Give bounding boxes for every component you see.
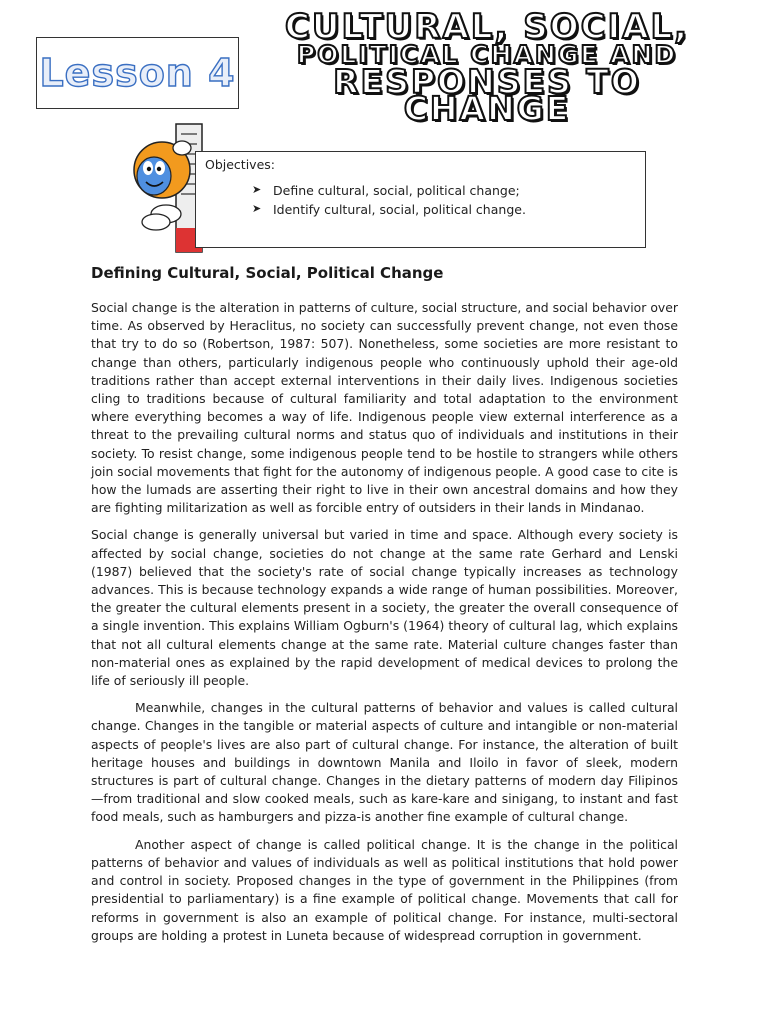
lesson-label: Lesson 4	[39, 51, 236, 95]
title-line-3: RESPONSES TO CHANGE	[333, 62, 641, 128]
objectives-heading: Objectives:	[205, 157, 275, 172]
objective-text: Identify cultural, social, political change.	[273, 202, 526, 217]
objective-item	[252, 183, 636, 198]
paragraph: Social change is the alteration in patterns of culture, social structure, and social behavior over time. As observed by Heraclitus, no society can successfully prevent change, not even those that try to do so (Robertson, 1987: 507). Nonetheless, some societies are more resistant to change than others, particularly indigenous people who continuously uphold their age-old traditions rather than accept external interventions in their daily lives. Indigenous societies cling to traditions because of cultural familiarity and total adaptation to the environment where everything becomes a way of life. Indigenous people view external interference as a threat to the prevailing cultural norms and status quo of individuals and institutions in their society. To resist change, some indigenous people tend to be hostile to strangers while others join social movements that fight for the autonomy of indigenous people. A good case to cite is how the lumads are asserting their right to live in their own ancestral domains and how they are fighting militarization as well as forcible entry of outsiders in their lands in Mindanao.	[91, 300, 678, 516]
arrow-bullet-icon: ➤	[252, 183, 262, 196]
title-line-1: CULTURAL, SOCIAL,	[284, 7, 690, 47]
objectives-box	[195, 151, 646, 248]
objectives-list	[205, 183, 636, 217]
paragraph: Meanwhile, changes in the cultural patterns of behavior and values is called cultural change. Changes in the tangible or material aspects of culture and intangible or non-material aspects of people's lives are also part of cultural change. For instance, the alteration of built heritage houses and buildings in downtown Manila and Iloilo in favor of sleek, modern structures is part of cultural change. Changes in the dietary patterns of modern day Filipinos—from traditional and slow cooked meals, such as kare-kare and sinigang, to instant and fast food meals, such as hamburgers and pizza-is another fine example of cultural change.	[91, 700, 678, 825]
objective-text: Define cultural, social, political change;	[273, 183, 520, 198]
body-text	[91, 299, 678, 954]
lesson-label-box	[36, 37, 239, 109]
arrow-bullet-icon: ➤	[252, 202, 262, 215]
paragraph: Social change is generally universal but varied in time and space. Although every society is affected by social change, societies do not change at the same rate Gerhard and Lenski (1987) believed that the society's rate of social change typically increases as technology advances. This is because technology expands a wide range of human possibilities. Moreover, the greater the cultural elements present in a society, the greater the overall consequence of a single invention. This explains William Ogburn's (1964) theory of cultural lag, which explains that not all cultural elements change at the same rate. Material culture changes faster than non-material ones as explained by the rapid development of medical devices to prolong the life of seriously ill people.	[91, 527, 678, 689]
page-title	[252, 7, 722, 128]
section-heading: Defining Cultural, Social, Political Change	[91, 264, 444, 282]
paragraph: Another aspect of change is called political change. It is the change in the political patterns of behavior and values of individuals as well as political institutions that hold power and control in society. Proposed changes in the type of government in the Philippines (from presidential to parliamentary) is a fine example of political change. Movements that call for reforms in government is also an example of political change. For instance, multi-sectoral groups are holding a protest in Luneta because of widespread corruption in government.	[91, 836, 678, 943]
objective-item	[252, 202, 636, 217]
title-line-2: POLITICAL CHANGE AND	[296, 40, 678, 69]
